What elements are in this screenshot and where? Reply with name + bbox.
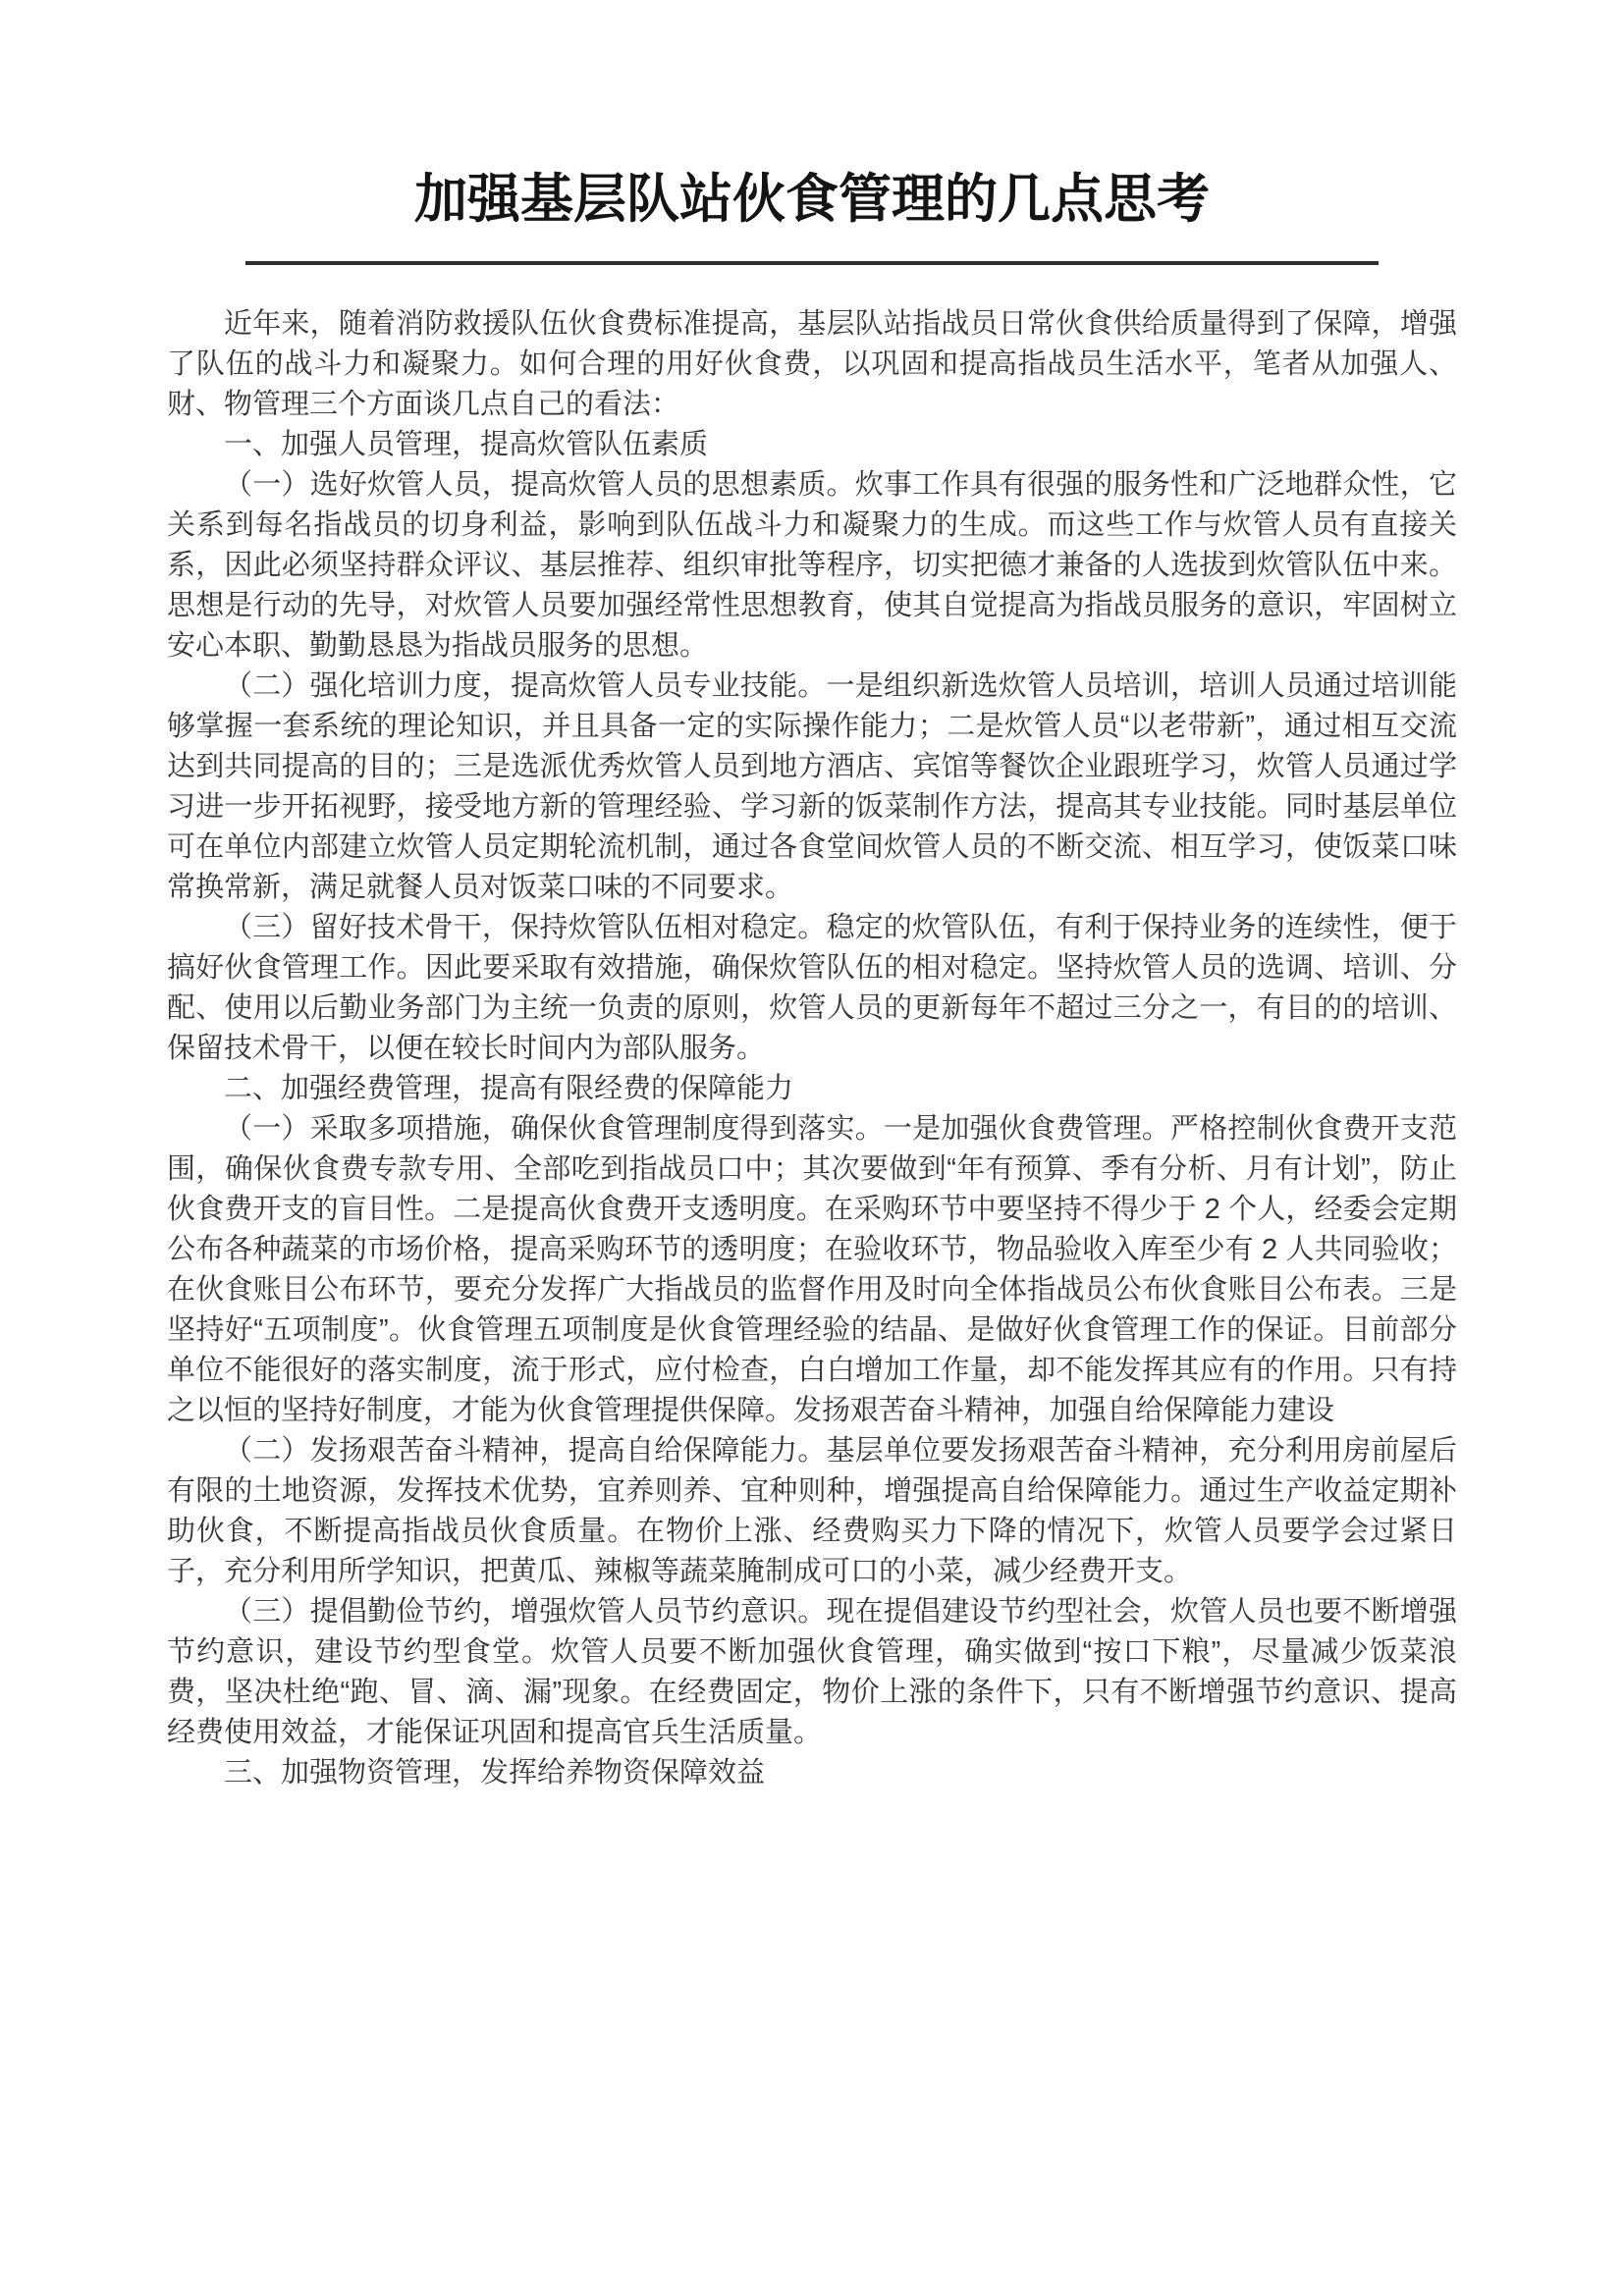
paragraph-1-2: （二）强化培训力度，提高炊管人员专业技能。一是组织新选炊管人员培训，培训人员通过培训能够掌握一套系统的理论知识，并且具备一定的实际操作能力；二是炊管人员“以老带新”，通过相互交流达到共同提高的目的；三是选派优秀炊管人员到地方酒店、宾馆等餐饮企业跟班学习，炊管人员通过学习进一步开拓视野，接受地方新的管理经验、学习新的饭菜制作方法，提高其专业技能。同时基层单位可在单位内部建立炊管人员定期轮流机制，通过各食堂间炊管人员的不断交流、相互学习，使饭菜口味常换常新，满足就餐人员对饭菜口味的不同要求。 (167, 670, 1457, 904)
paragraph-section-3: 三、加强物资管理，发挥给养物资保障效益 (224, 1757, 766, 1789)
article-body (167, 304, 1457, 1793)
paragraph-2-1: （一）采取多项措施，确保伙食管理制度得到落实。一是加强伙食费管理。严格控制伙食费开支范围，确保伙食费专款专用、全部吃到指战员口中；其次要做到“年有预算、季有分析、月有计划”，防止伙食费开支的盲目性。二是提高伙食费开支透明度。在采购环节中要坚持不得少于 2 个人，经委会定期公布各种蔬菜的市场价格，提高采购环节的透明度；在验收环节，物品验收入库至少有 2 人共同验收；在伙食账目公布环节，要充分发挥广大指战员的监督作用及时向全体指战员公布伙食账目公布表。三是坚持好“五项制度”。伙食管理五项制度是伙食管理经验的结晶、是做好伙食管理工作的保证。目前部分单位不能很好的落实制度，流于形式，应付检查，白白增加工作量，却不能发挥其应有的作用。只有持之以恒的坚持好制度，才能为伙食管理提供保障。发扬艰苦奋斗精神，加强自给保障能力建设 (167, 1113, 1457, 1427)
paragraph-1-3: （三）留好技术骨干，保持炊管队伍相对稳定。稳定的炊管队伍，有利于保持业务的连续性，便于搞好伙食管理工作。因此要采取有效措施，确保炊管队伍的相对稳定。坚持炊管人员的选调、培训、分配、使用以后勤业务部门为主统一负责的原则，炊管人员的更新每年不超过三分之一，有目的的培训、保留技术骨干，以便在较长时间内为部队服务。 (167, 912, 1457, 1065)
title-divider (245, 261, 1379, 265)
paragraph-section-2: 二、加强经费管理，提高有限经费的保障能力 (224, 1073, 794, 1105)
paragraph-section-1: 一、加强人员管理，提高炊管队伍素质 (224, 429, 709, 461)
paragraph-2-2: （二）发扬艰苦奋斗精神，提高自给保障能力。基层单位要发扬艰苦奋斗精神，充分利用房前屋后有限的土地资源，发挥技术优势，宜养则养、宜种则种，增强提高自给保障能力。通过生产收益定期补助伙食，不断提高指战员伙食质量。在物价上涨、经费购买力下降的情况下，炊管人员要学会过紧日子，充分利用所学知识，把黄瓜、辣椒等蔬菜腌制成可口的小菜，减少经费开支。 (167, 1435, 1457, 1588)
paragraph-intro: 近年来，随着消防救援队伍伙食费标准提高，基层队站指战员日常伙食供给质量得到了保障，增强了队伍的战斗力和凝聚力。如何合理的用好伙食费，以巩固和提高指战员生活水平，笔者从加强人、财、物管理三个方面谈几点自己的看法： (167, 308, 1457, 421)
paragraph-1-1: （一）选好炊管人员，提高炊管人员的思想素质。炊事工作具有很强的服务性和广泛地群众性，它关系到每名指战员的切身利益，影响到队伍战斗力和凝聚力的生成。而这些工作与炊管人员有直接关系，因此必须坚持群众评议、基层推荐、组织审批等程序，切实把德才兼备的人选拔到炊管队伍中来。思想是行动的先导，对炊管人员要加强经常性思想教育，使其自觉提高为指战员服务的意识，牢固树立安心本职、勤勤恳恳为指战员服务的思想。 (167, 469, 1457, 663)
page-title: 加强基层队站伙食管理的几点思考 (414, 170, 1210, 229)
paragraph-2-3: （三）提倡勤俭节约，增强炊管人员节约意识。现在提倡建设节约型社会，炊管人员也要不断增强节约意识，建设节约型食堂。炊管人员要不断加强伙食管理，确实做到“按口下粮”，尽量减少饭菜浪费，坚决杜绝“跑、冒、滴、漏”现象。在经费固定，物价上涨的条件下，只有不断增强节约意识、提高经费使用效益，才能保证巩固和提高官兵生活质量。 (167, 1596, 1457, 1749)
